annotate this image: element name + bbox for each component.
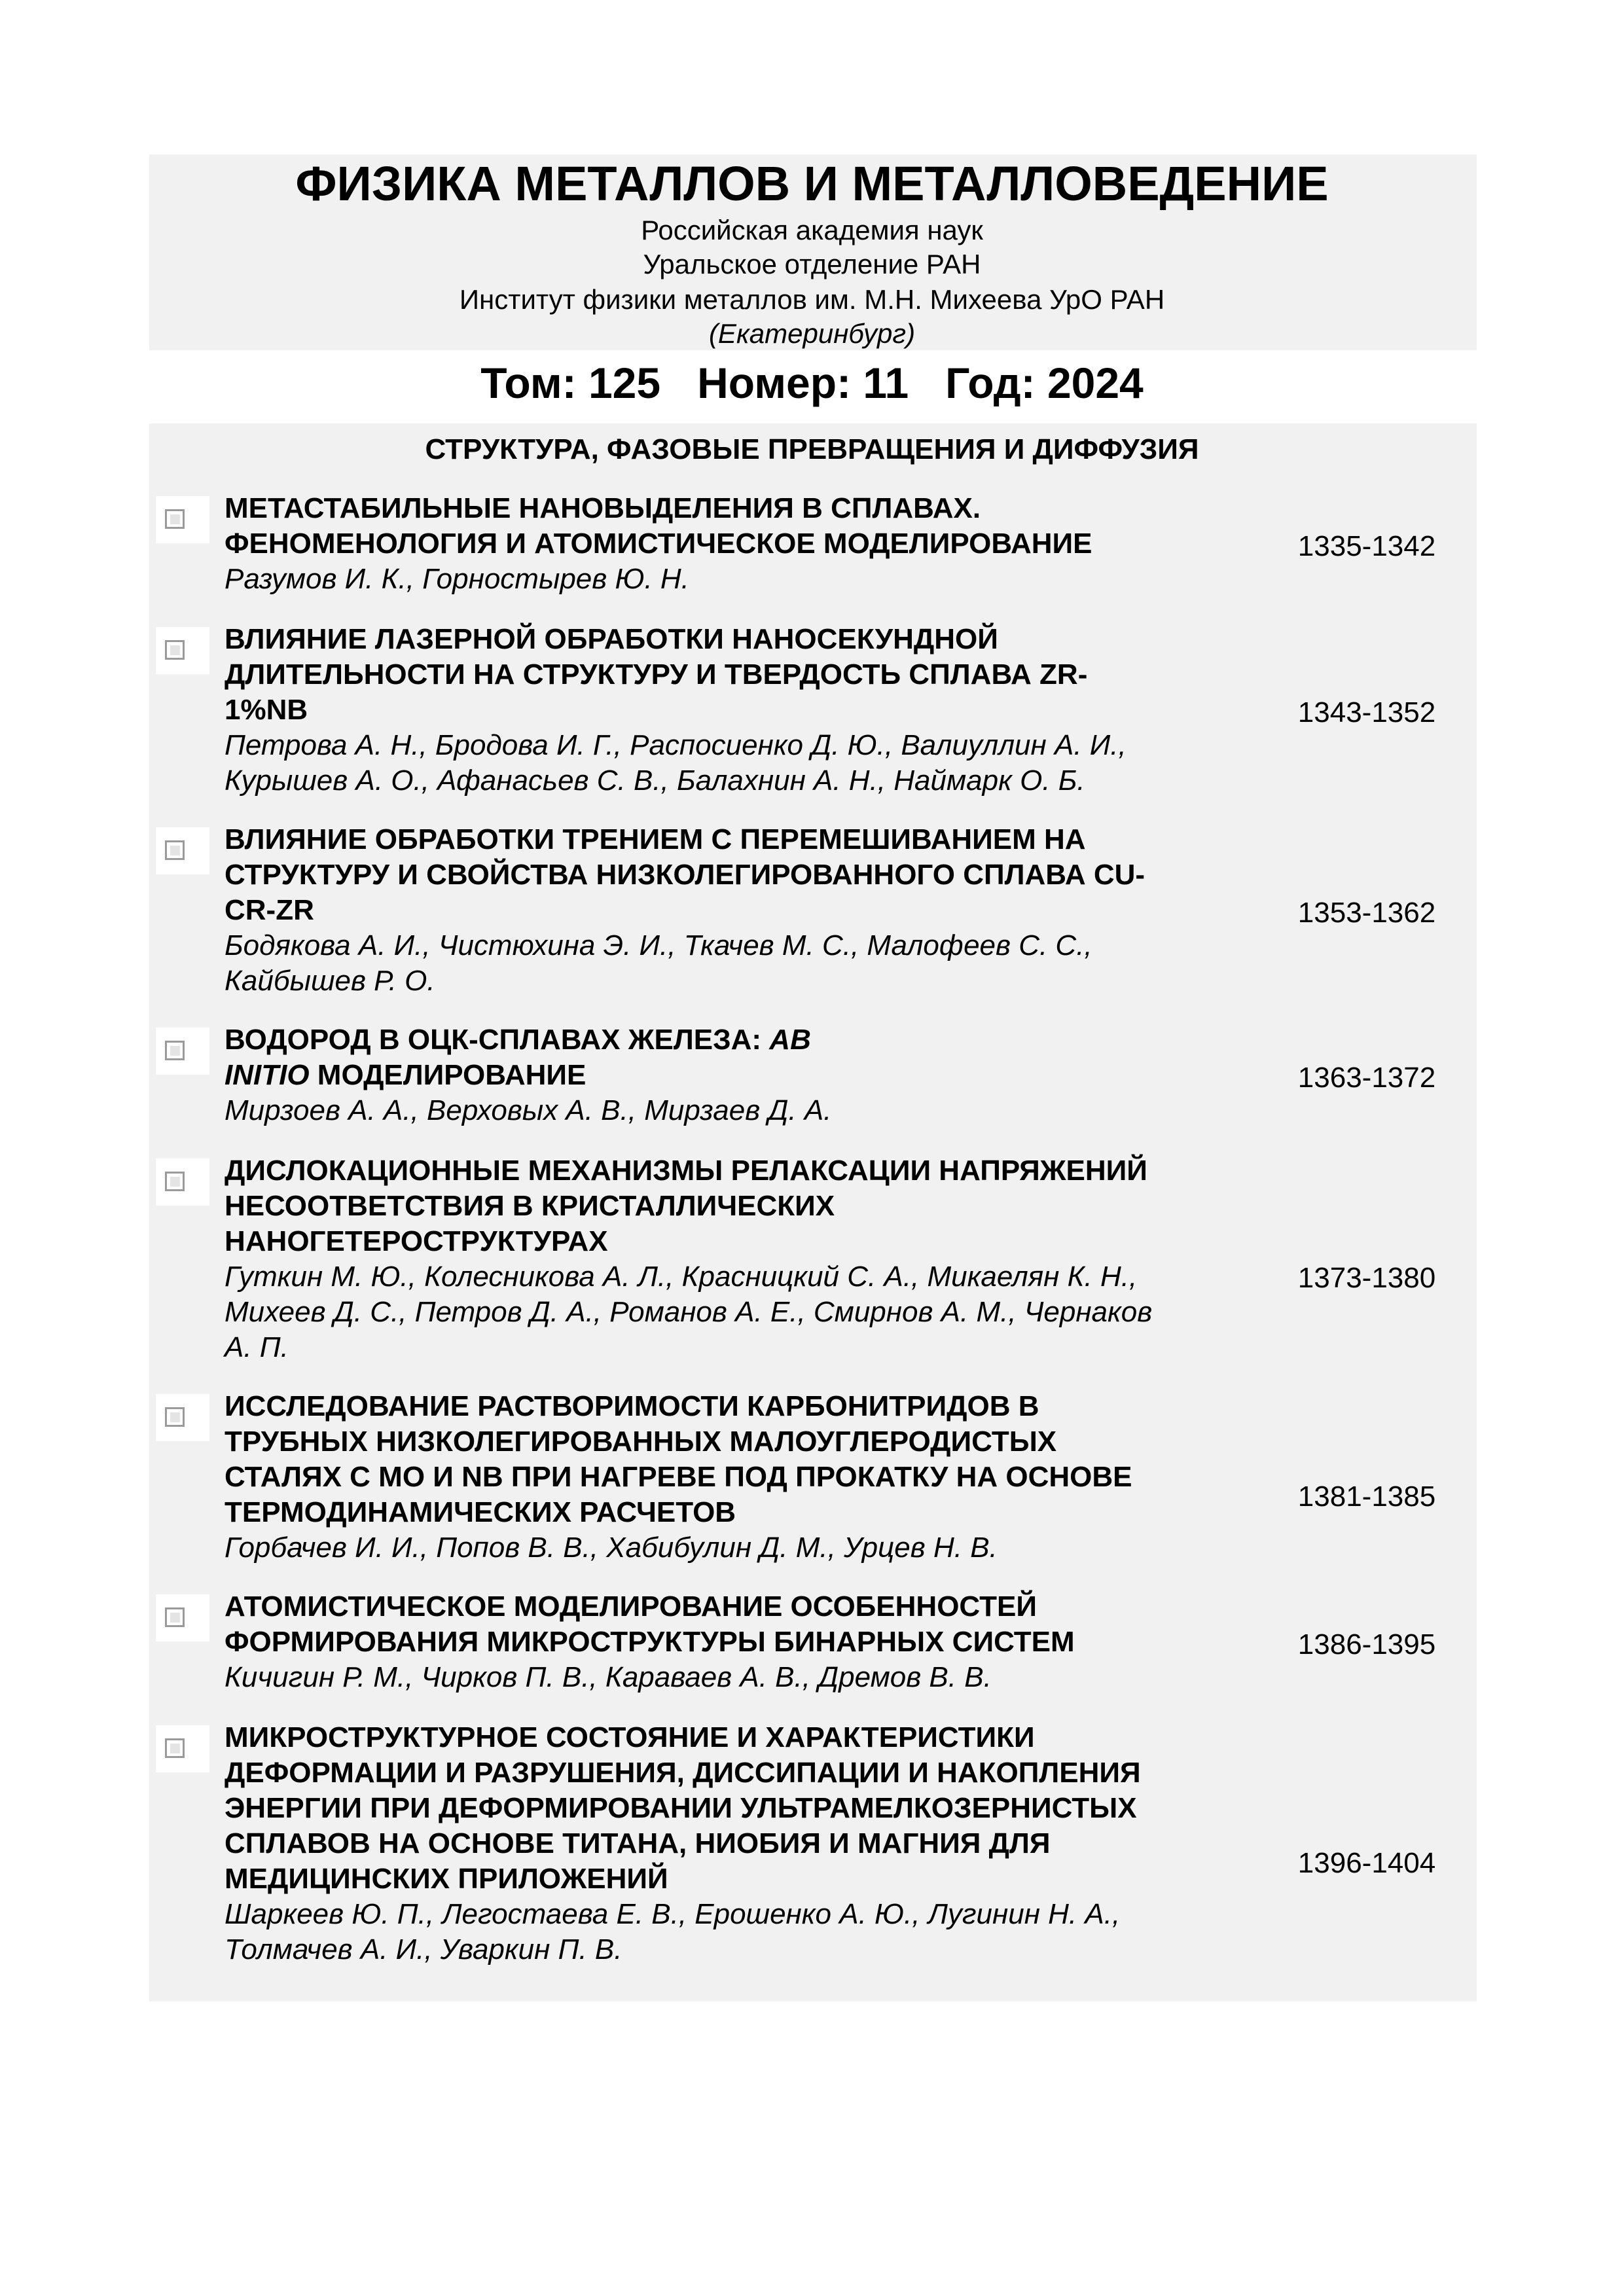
checkbox-icon	[165, 1041, 185, 1060]
article-authors: Петрова А. Н., Бродова И. Г., Распосиенко Д. Ю., Валиуллин А. И., Курышев А. О., Афанасьев С. В., Балахнин А. Н., Наймарк О. Б.	[225, 729, 1127, 797]
article-authors: Горбачев И. И., Попов В. В., Хабибулин Д. М., Урцев Н. В.	[225, 1532, 998, 1564]
article-title[interactable]: ИССЛЕДОВАНИЕ РАСТВОРИМОСТИ КАРБОНИТРИДОВ В ТРУБНЫХ НИЗКОЛЕГИРОВАННЫХ МАЛОУГЛЕРОДИСТЫХ СТАЛЯХ С MO И NB ПРИ НАГРЕВЕ ПОД ПРОКАТКУ НА ОСНОВЕ ТЕРМОДИНАМИЧЕСКИХ РАСЧЕТОВ	[225, 1390, 1132, 1528]
publisher-branch: Уральское отделение РАН	[643, 249, 981, 279]
article-pages: 1353-1362	[1297, 897, 1436, 929]
article-checkbox[interactable]	[156, 1394, 209, 1441]
checkbox-icon	[165, 1407, 185, 1427]
article-checkbox[interactable]	[156, 1158, 209, 1206]
journal-title: ФИЗИКА МЕТАЛЛОВ И МЕТАЛЛОВЕДЕНИЕ	[295, 156, 1329, 211]
issue-number: Номер: 11	[697, 359, 909, 407]
checkbox-icon	[165, 1607, 185, 1627]
article-pages: 1343-1352	[1297, 696, 1436, 728]
publisher-institute: Институт физики металлов им. М.Н. Михеева УрО РАН	[459, 284, 1165, 315]
article-pages: 1381-1385	[1297, 1480, 1436, 1513]
article-title[interactable]: ВЛИЯНИЕ ЛАЗЕРНОЙ ОБРАБОТКИ НАНОСЕКУНДНОЙ ДЛИТЕЛЬНОСТИ НА СТРУКТУРУ И ТВЕРДОСТЬ СПЛАВА ZR- 1%NB	[225, 623, 1088, 726]
article-authors: Мирзоев А. А., Верховых А. В., Мирзаев Д. А.	[225, 1094, 832, 1126]
article-checkbox[interactable]	[156, 1594, 209, 1641]
checkbox-icon	[165, 840, 185, 860]
issue-volume: Том: 125	[480, 359, 661, 407]
article-checkbox[interactable]	[156, 496, 209, 543]
checkbox-icon	[165, 1172, 185, 1191]
checkbox-icon	[165, 640, 185, 660]
section-heading: СТРУКТУРА, ФАЗОВЫЕ ПРЕВРАЩЕНИЯ И ДИФФУЗИЯ	[425, 433, 1199, 465]
article-authors: Разумов И. К., Горностырев Ю. Н.	[225, 563, 689, 595]
article-authors: Кичигин Р. М., Чирков П. В., Караваев А. В., Дремов В. В.	[225, 1661, 992, 1693]
checkbox-icon	[165, 1738, 185, 1758]
article-checkbox[interactable]	[156, 1028, 209, 1075]
issue-year: Год: 2024	[945, 359, 1144, 407]
publisher-city: (Екатеринбург)	[708, 318, 916, 349]
article-authors: Бодякова А. И., Чистюхина Э. И., Ткачев М. С., Малофеев С. С., Кайбышев Р. О.	[225, 929, 1092, 997]
article-pages: 1386-1395	[1297, 1628, 1436, 1660]
article-pages: 1335-1342	[1297, 530, 1436, 562]
article-authors: Гуткин М. Ю., Колесникова А. Л., Красницкий С. А., Микаелян К. Н., Михеев Д. С., Петров Д. А., Романов А. Е., Смирнов А. М., Чернаков А. П.	[225, 1261, 1153, 1363]
article-title[interactable]: МИКРОСТРУКТУРНОЕ СОСТОЯНИЕ И ХАРАКТЕРИСТИКИ ДЕФОРМАЦИИ И РАЗРУШЕНИЯ, ДИССИПАЦИИ И НАКОПЛЕНИЯ ЭНЕРГИИ ПРИ ДЕФОРМИРОВАНИИ УЛЬТРАМЕЛКОЗЕРНИСТЫХ СПЛАВОВ НА ОСНОВЕ ТИТАНА, НИОБИЯ И МАГНИЯ ДЛЯ МЕДИЦИНСКИХ ПРИЛОЖЕНИЙ	[225, 1721, 1141, 1895]
article-title[interactable]: ВОДОРОД В ОЦК-СПЛАВАХ ЖЕЛЕЗА: AB INITIO МОДЕЛИРОВАНИЕ	[225, 1024, 811, 1091]
article-pages: 1396-1404	[1297, 1847, 1436, 1879]
checkbox-icon	[165, 509, 185, 529]
article-title[interactable]: ДИСЛОКАЦИОННЫЕ МЕХАНИЗМЫ РЕЛАКСАЦИИ НАПРЯЖЕНИЙ НЕСООТВЕТСТВИЯ В КРИСТАЛЛИЧЕСКИХ НАНОГЕТЕРОСТРУКТУРАХ	[225, 1155, 1147, 1257]
article-pages: 1373-1380	[1297, 1262, 1436, 1294]
publisher-academy: Российская академия наук	[641, 215, 983, 245]
article-checkbox[interactable]	[156, 1725, 209, 1772]
article-authors: Шаркеев Ю. П., Легостаева Е. В., Ерошенко А. Ю., Лугинин Н. А., Толмачев А. И., Уваркин П. В.	[225, 1898, 1121, 1965]
article-pages: 1363-1372	[1297, 1062, 1436, 1094]
article-title[interactable]: АТОМИСТИЧЕСКОЕ МОДЕЛИРОВАНИЕ ОСОБЕННОСТЕЙ ФОРМИРОВАНИЯ МИКРОСТРУКТУРЫ БИНАРНЫХ СИСТЕМ	[225, 1590, 1075, 1658]
article-title[interactable]: ВЛИЯНИЕ ОБРАБОТКИ ТРЕНИЕМ С ПЕРЕМЕШИВАНИЕМ НА СТРУКТУРУ И СВОЙСТВА НИЗКОЛЕГИРОВАННОГО СПЛАВА CU- CR-ZR	[225, 823, 1146, 926]
article-checkbox[interactable]	[156, 627, 209, 674]
issue-info	[0, 353, 1624, 412]
article-checkbox[interactable]	[156, 827, 209, 874]
article-title[interactable]: МЕТАСТАБИЛЬНЫЕ НАНОВЫДЕЛЕНИЯ В СПЛАВАХ. ФЕНОМЕНОЛОГИЯ И АТОМИСТИЧЕСКОЕ МОДЕЛИРОВАНИЕ	[225, 492, 1092, 560]
